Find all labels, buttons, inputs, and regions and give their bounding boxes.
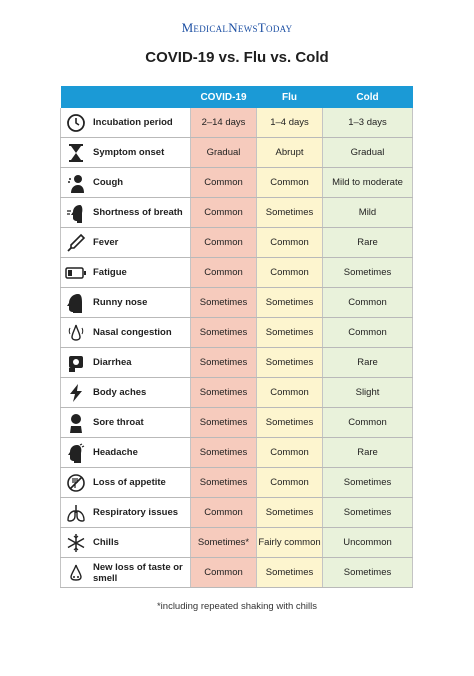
header-symptom bbox=[61, 86, 191, 108]
flu-cell: Sometimes bbox=[257, 408, 323, 438]
symptom-label: Cough bbox=[93, 177, 124, 188]
flu-cell: Common bbox=[257, 168, 323, 198]
symptom-cell bbox=[61, 498, 191, 528]
symptom-cell bbox=[61, 528, 191, 558]
flu-cell: Common bbox=[257, 378, 323, 408]
covid-cell: Sometimes bbox=[191, 288, 257, 318]
cold-cell: Mild to moderate bbox=[323, 168, 413, 198]
symptom-cell bbox=[61, 258, 191, 288]
covid-cell: Common bbox=[191, 168, 257, 198]
symptom-label: Headache bbox=[93, 447, 138, 458]
runny-nose-icon bbox=[65, 292, 87, 314]
headache-icon bbox=[65, 442, 87, 464]
symptom-label: Runny nose bbox=[93, 297, 148, 308]
flu-cell: Abrupt bbox=[257, 138, 323, 168]
hourglass-icon bbox=[65, 142, 87, 164]
no-food-icon bbox=[65, 472, 87, 494]
lungs-icon bbox=[65, 502, 87, 524]
symptom-cell bbox=[61, 438, 191, 468]
symptom-cell bbox=[61, 108, 191, 138]
clock-icon bbox=[65, 112, 87, 134]
table-header-row bbox=[61, 86, 413, 108]
cold-cell: Uncommon bbox=[323, 528, 413, 558]
symptom-cell bbox=[61, 348, 191, 378]
cold-cell: Mild bbox=[323, 198, 413, 228]
symptom-label: Shortness of breath bbox=[93, 207, 183, 218]
breath-icon bbox=[65, 202, 87, 224]
symptom-label: Chills bbox=[93, 537, 119, 548]
cold-cell: Rare bbox=[323, 348, 413, 378]
covid-cell: Common bbox=[191, 258, 257, 288]
cold-cell: Gradual bbox=[323, 138, 413, 168]
nose-icon bbox=[65, 322, 87, 344]
covid-cell: Sometimes bbox=[191, 348, 257, 378]
flu-cell: Common bbox=[257, 468, 323, 498]
lightning-icon bbox=[65, 382, 87, 404]
symptom-label: Symptom onset bbox=[93, 147, 165, 158]
header-flu: Flu bbox=[257, 86, 323, 108]
cold-cell: Rare bbox=[323, 438, 413, 468]
table-row bbox=[61, 198, 413, 228]
brand-logo: MedicalNewsToday bbox=[181, 20, 293, 35]
table-row bbox=[61, 498, 413, 528]
snowflake-icon bbox=[65, 532, 87, 554]
symptom-cell bbox=[61, 468, 191, 498]
flu-cell: Sometimes bbox=[257, 288, 323, 318]
symptom-label: Fever bbox=[93, 237, 119, 248]
flu-cell: Sometimes bbox=[257, 348, 323, 378]
covid-cell: Common bbox=[191, 228, 257, 258]
covid-cell: Common bbox=[191, 198, 257, 228]
flu-cell: Sometimes bbox=[257, 558, 323, 588]
symptom-label: Sore throat bbox=[93, 417, 144, 428]
table-row bbox=[61, 228, 413, 258]
table-row bbox=[61, 438, 413, 468]
table-row bbox=[61, 528, 413, 558]
covid-cell: 2–14 days bbox=[191, 108, 257, 138]
cold-cell: Common bbox=[323, 408, 413, 438]
covid-cell: Gradual bbox=[191, 138, 257, 168]
flu-cell: Sometimes bbox=[257, 318, 323, 348]
symptom-cell bbox=[61, 228, 191, 258]
symptom-cell bbox=[61, 558, 191, 588]
cold-cell: Sometimes bbox=[323, 558, 413, 588]
symptom-cell bbox=[61, 408, 191, 438]
symptom-label: Diarrhea bbox=[93, 357, 132, 368]
symptom-label: New loss of taste or smell bbox=[93, 561, 183, 584]
table-row bbox=[61, 408, 413, 438]
covid-cell: Common bbox=[191, 498, 257, 528]
table-row bbox=[61, 288, 413, 318]
covid-cell: Sometimes bbox=[191, 378, 257, 408]
footnote: *including repeated shaking with chills bbox=[156, 601, 317, 612]
symptom-cell bbox=[61, 288, 191, 318]
symptom-label: Loss of appetite bbox=[93, 477, 166, 488]
covid-cell: Common bbox=[191, 558, 257, 588]
table-row bbox=[61, 378, 413, 408]
flu-cell: Common bbox=[257, 228, 323, 258]
cold-cell: Common bbox=[323, 318, 413, 348]
symptom-cell bbox=[61, 318, 191, 348]
table-row bbox=[61, 138, 413, 168]
table-row bbox=[61, 468, 413, 498]
symptom-cell bbox=[61, 168, 191, 198]
cold-cell: Sometimes bbox=[323, 468, 413, 498]
symptom-cell bbox=[61, 378, 191, 408]
toilet-paper-icon bbox=[65, 352, 87, 374]
cold-cell: Rare bbox=[323, 228, 413, 258]
table-row bbox=[61, 108, 413, 138]
covid-cell: Sometimes* bbox=[191, 528, 257, 558]
symptom-label: Fatigue bbox=[93, 267, 127, 278]
flu-cell: Sometimes bbox=[257, 198, 323, 228]
battery-low-icon bbox=[65, 262, 87, 284]
flu-cell: Common bbox=[257, 258, 323, 288]
sore-throat-icon bbox=[65, 412, 87, 434]
cold-cell: Slight bbox=[323, 378, 413, 408]
cold-cell: Common bbox=[323, 288, 413, 318]
symptom-label: Incubation period bbox=[93, 117, 173, 128]
table-row bbox=[61, 348, 413, 378]
symptom-label: Body aches bbox=[93, 387, 147, 398]
flu-cell: Common bbox=[257, 438, 323, 468]
cold-cell: Sometimes bbox=[323, 498, 413, 528]
covid-cell: Sometimes bbox=[191, 408, 257, 438]
header-covid: COVID-19 bbox=[191, 86, 257, 108]
table-row bbox=[61, 168, 413, 198]
thermometer-icon bbox=[65, 232, 87, 254]
comparison-table bbox=[60, 86, 413, 588]
symptom-label: Nasal congestion bbox=[93, 327, 172, 338]
flu-cell: Sometimes bbox=[257, 498, 323, 528]
symptom-cell bbox=[61, 198, 191, 228]
cold-cell: 1–3 days bbox=[323, 108, 413, 138]
covid-cell: Sometimes bbox=[191, 438, 257, 468]
table-row bbox=[61, 258, 413, 288]
covid-cell: Sometimes bbox=[191, 318, 257, 348]
flu-cell: Fairly common bbox=[257, 528, 323, 558]
cough-icon bbox=[65, 172, 87, 194]
flu-cell: 1–4 days bbox=[257, 108, 323, 138]
table-row bbox=[61, 558, 413, 588]
header-cold: Cold bbox=[323, 86, 413, 108]
cold-cell: Sometimes bbox=[323, 258, 413, 288]
symptom-cell bbox=[61, 138, 191, 168]
table-row bbox=[61, 318, 413, 348]
covid-cell: Sometimes bbox=[191, 468, 257, 498]
symptom-label: Respiratory issues bbox=[93, 507, 179, 518]
smell-icon bbox=[65, 562, 87, 584]
page-title: COVID-19 vs. Flu vs. Cold bbox=[145, 49, 329, 66]
